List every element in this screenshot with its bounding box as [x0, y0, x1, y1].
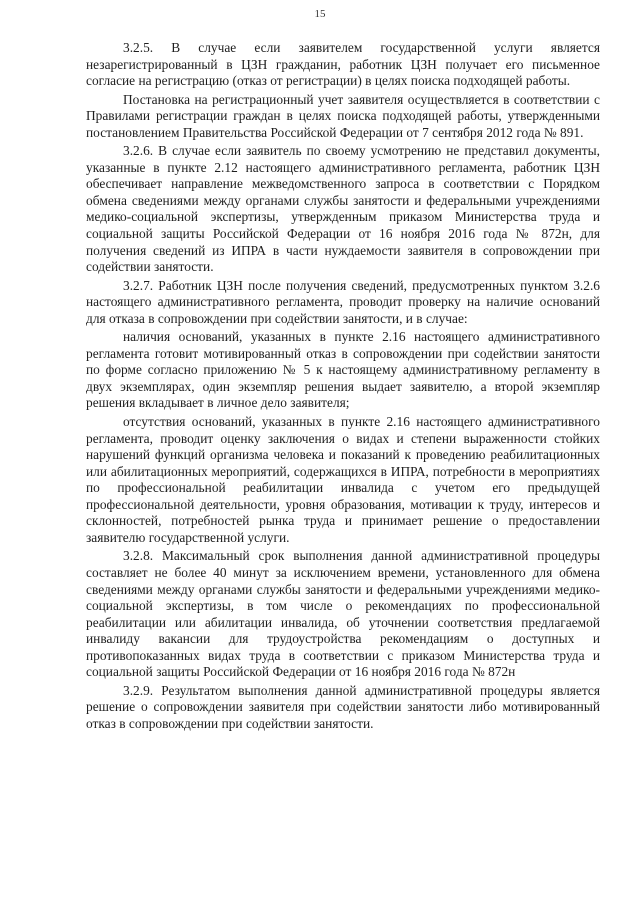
paragraph-registration: Постановка на регистрационный учет заявителя осуществляется в соответствии с Правилами регистрации граждан в целях поиска подходящей работы, утвержденными постановлением Правительства Российской Федерации от 7 сентября 2012 года № 891. [86, 91, 600, 140]
paragraph-3-2-8: 3.2.8. Максимальный срок выполнения данной административной процедуры составляет не более 40 минут за исключением времени, установленного для обмена сведениями между органами службы занятости и федеральными учреждениями медико-социальной экспертизы, в том числе о рекомендациях по профессиональной реабилитации или абилитации инвалида, об уточнении соответствия предлагаемой инвалиду вакансии для трудоустройства рекомендациям о доступных и противопоказанных видах труда в соответствии с приказом Министерства труда и социальной защиты Российской Федерации от 16 ноября 2016 года № 872н [86, 548, 600, 680]
paragraph-3-2-9: 3.2.9. Результатом выполнения данной административной процедуры является решение о сопровождении заявителя при содействии занятости либо мотивированный отказ в сопровождении при содействии занятости. [86, 682, 600, 731]
page-number: 15 [314, 8, 326, 20]
paragraph-3-2-6: 3.2.6. В случае если заявитель по своему усмотрению не представил документы, указанные в пункте 2.12 настоящего административного регламента, работник ЦЗН обеспечивает направление межведомственного запроса в соответствии с Порядком обмена сведениями между органами службы занятости и федеральными учреждениями медико-социальной экспертизы, утвержденным приказом Министерства труда и социальной защиты Российской Федерации от 16 ноября 2016 года № 872н, для получения сведений из ИПРА в части нуждаемости заявителя в сопровождении при содействии занятости. [86, 143, 600, 275]
document-body [86, 0, 600, 732]
paragraph-3-2-5: 3.2.5. В случае если заявителем государственной услуги является незарегистрированный в ЦЗН гражданин, работник ЦЗН получает его письменное согласие на регистрацию (отказ от регистрации) в целях поиска подходящей работы. [86, 40, 600, 89]
paragraph-grounds-absent: отсутствия оснований, указанных в пункте 2.16 настоящего административного регламента, проводит оценку заключения о видах и степени выраженности стойких нарушений функций организма человека и показаний к проведению реабилитационных или абилитационных мероприятий, содержащихся в ИПРА, потребности в мероприятиях по профессиональной реабилитации инвалида с учетом его предыдущей профессиональной деятельности, уровня образования, мотивации к труду, интересов и склонностей, потребностей рынка труда и принимает решение о предоставлении заявителю государственной услуги. [86, 414, 600, 545]
paragraph-grounds-present: наличия оснований, указанных в пункте 2.16 настоящего административного регламента готовит мотивированный отказ в сопровождении при содействии занятости по форме согласно приложению № 5 к настоящему административному регламенту в двух экземплярах, один экземпляр решения выдает заявителю, а второй экземпляр решения вкладывает в личное дело заявителя; [86, 329, 600, 411]
paragraph-3-2-7: 3.2.7. Работник ЦЗН после получения сведений, предусмотренных пунктом 3.2.6 настоящего административного регламента, проводит проверку на наличие оснований для отказа в сопровождении при содействии занятости, и в случае: [86, 277, 600, 326]
